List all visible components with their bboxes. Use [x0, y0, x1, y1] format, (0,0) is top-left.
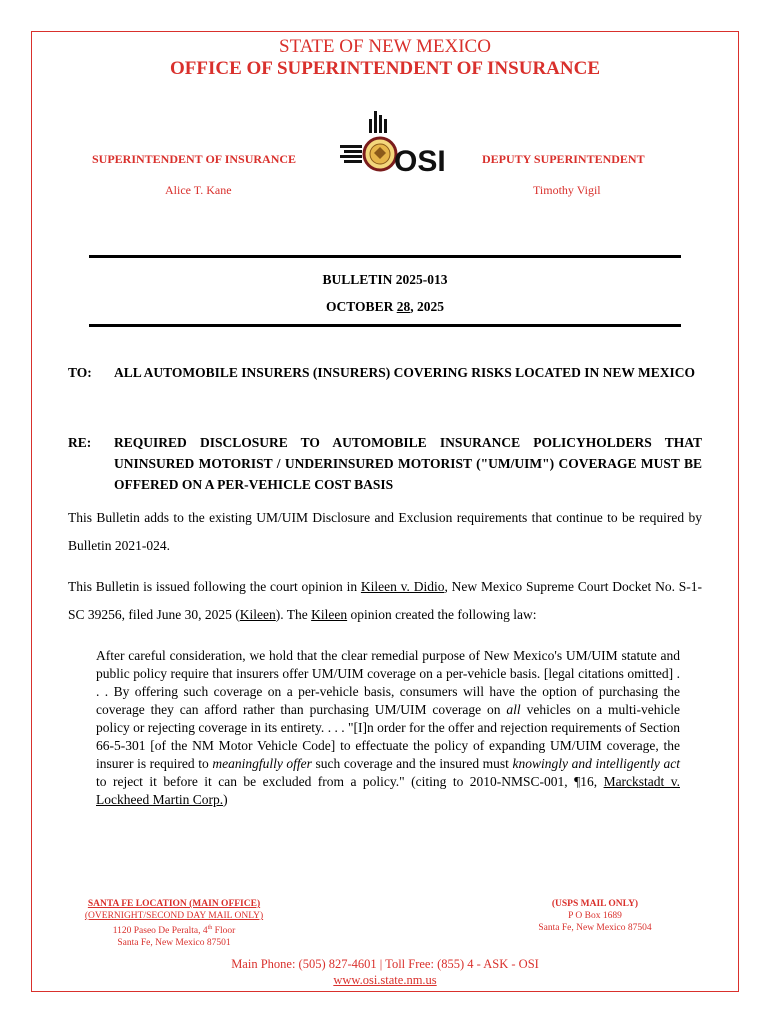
case-citation-marckstadt: Marckstadt v. Lockheed Martin Corp.: [96, 774, 680, 807]
superintendent-label: SUPERINTENDENT OF INSURANCE: [92, 152, 297, 166]
re-label: RE:: [68, 435, 92, 450]
santa-fe-subtitle: (OVERNIGHT/SECOND DAY MAIL ONLY): [84, 911, 264, 921]
body-paragraph-2: This Bulletin is issued following the court opinion in Kileen v. Didio, New Mexico Supreme Court Docket No. S-1-SC 39256, filed June 30, 2025 (Kileen). The Kileen opinion created the following law:: [68, 579, 703, 622]
block-quote: After careful consideration, we hold that the clear remedial purpose of New Mexico's UM/UIM statute and public policy require that insurers offer UM/UIM coverage on a per-vehicle basis. [legal citations omitted] . . . By offering such coverage on a per-vehicle basis, consumers will have the option of purchasing the coverage they can afford rather than purchasing UM/UIM coverage on all vehicles on a multi-vehicle policy or rejecting coverage in its entirety. . . . "[I]n order for the offer and rejection requirements of Section 66-5-301 [of the NM Motor Vehicle Code] to effectuate the policy of expanding UM/UIM coverage, the insurer is required to meaningfully offer such coverage and the insured must knowingly and intelligently act to reject it before it can be excluded from a policy." (citing to 2010-NMSC-001, ¶16, Marckstadt v. Lockheed Martin Corp.): [96, 648, 681, 807]
usps-address: [520, 898, 670, 934]
bulletin-number: BULLETIN 2025-013: [322, 272, 448, 287]
santa-fe-title: SANTA FE LOCATION (MAIN OFFICE): [87, 899, 261, 909]
re-text: REQUIRED DISCLOSURE TO AUTOMOBILE INSURANCE POLICYHOLDERS THAT UNINSURED MOTORIST / UNDERINSURED MOTORIST ("UM/UIM") COVERAGE MUST BE OFFERED ON A PER-VEHICLE COST BASIS: [114, 435, 702, 492]
usps-title: (USPS MAIL ONLY): [551, 899, 639, 909]
to-label: TO:: [68, 365, 92, 380]
bottom-rule: [89, 324, 681, 327]
santa-fe-street: 1120 Paseo De Peralta, 4th Floor: [112, 925, 236, 937]
deputy-label: DEPUTY SUPERINTENDENT: [482, 152, 645, 166]
santa-fe-address: [70, 898, 278, 949]
usps-box: P O Box 1689: [568, 911, 622, 921]
to-text: ALL AUTOMOBILE INSURERS (INSURERS) COVERING RISKS LOCATED IN NEW MEXICO: [114, 365, 695, 380]
website-link[interactable]: www.osi.state.nm.us: [333, 973, 437, 987]
deputy-name: Timothy Vigil: [533, 183, 601, 197]
santa-fe-city: Santa Fe, New Mexico 87501: [117, 938, 231, 949]
superintendent-name: Alice T. Kane: [165, 183, 232, 197]
svg-text:OSI: OSI: [394, 145, 446, 178]
state-heading: STATE OF NEW MEXICO: [279, 36, 491, 57]
osi-logo: [336, 109, 446, 178]
usps-city: Santa Fe, New Mexico 87504: [538, 923, 652, 933]
top-rule: [89, 255, 681, 258]
main-phone: Main Phone: (505) 827-4601 | Toll Free: (855) 4 - ASK - OSI: [231, 957, 539, 971]
body-paragraph-1: This Bulletin adds to the existing UM/UIM Disclosure and Exclusion requirements that continue to be required by Bulletin 2021-024.: [68, 510, 702, 553]
office-heading: OFFICE OF SUPERINTENDENT OF INSURANCE: [169, 58, 600, 79]
bulletin-date: OCTOBER 28, 2025: [326, 299, 444, 314]
case-citation-kileen: Kileen v. Didio: [360, 579, 445, 594]
